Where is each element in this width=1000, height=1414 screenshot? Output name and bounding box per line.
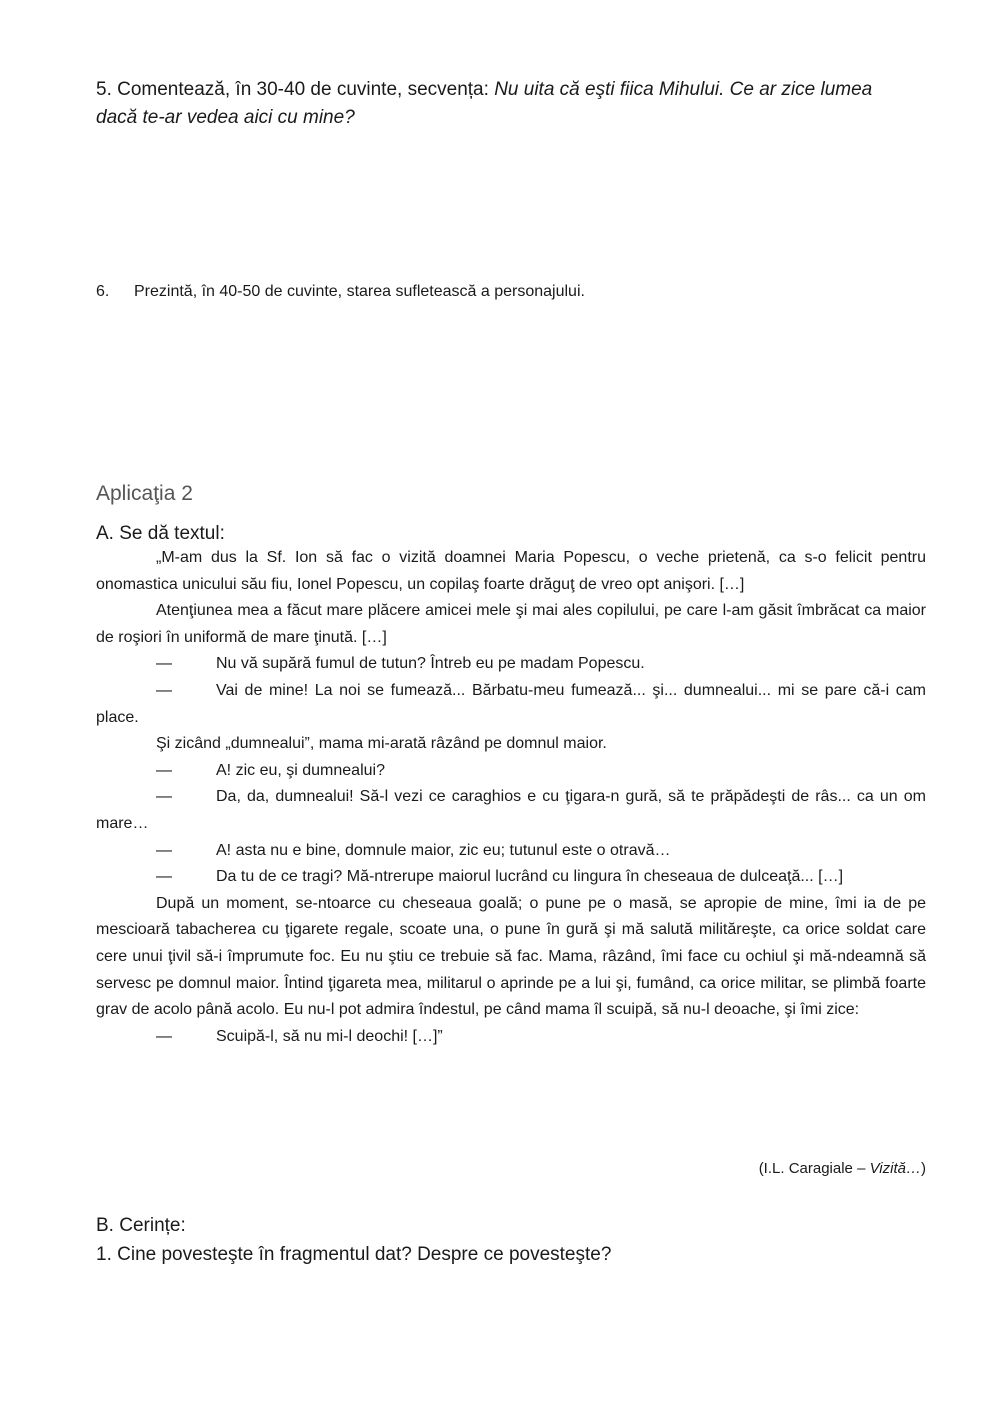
question-5 bbox=[96, 76, 916, 132]
source-citation bbox=[600, 1158, 926, 1180]
dialogue-text: A! zic eu, şi dumnealui? bbox=[216, 761, 385, 779]
dialogue-dash: — bbox=[156, 841, 172, 859]
dialogue-dash: — bbox=[156, 788, 172, 806]
dialogue-line bbox=[96, 758, 926, 785]
question-6 bbox=[96, 281, 916, 303]
passage-paragraph: După un moment, se-ntoarce cu cheseaua goală; o pune pe o masă, se apropie de mine, îmi ia de pe mescioară tabacherea cu ţigarete regale, scoate una, o pune în gură şi mă salută milităreşte, ca orice soldat care cere unui ţivil să-i împrumute foc. Eu nu ştiu ce trebuie să fac. Mama, râzând, îmi face cu ochiul şi mă-ndeamnă să servesc pe domnul maior. Întind ţigareta mea, militarul o aprinde pe a lui şi, fumând, ca orice militar, se plimbă foarte grav de acolo până acolo. Eu nu-l pot admira îndestul, pe când mama îl scuipă, să nu-l deoache, şi îmi zice: bbox=[96, 894, 926, 1019]
dialogue-dash: — bbox=[156, 681, 172, 699]
source-close: ) bbox=[921, 1160, 926, 1177]
dialogue-text: A! asta nu e bine, domnule maior, zic eu; tutunul este o otravă… bbox=[216, 841, 671, 859]
dialogue-text: Scuipă-l, să nu mi-l deochi! […]” bbox=[216, 1027, 443, 1045]
dialogue-text: Da, da, dumnealui! Să-l vezi ce caraghios e cu ţigara-n gură, să te prăpădeşti de râs... ca un om mare… bbox=[96, 788, 926, 832]
passage-paragraph: Şi zicând „dumnealui”, mama mi-arată râzând pe domnul maior. bbox=[156, 735, 607, 753]
dialogue-dash: — bbox=[156, 868, 172, 886]
application-title: Aplicaţia 2 bbox=[96, 482, 193, 505]
question-6-text: Prezintă, în 40-50 de cuvinte, starea sufletească a personajului. bbox=[134, 283, 585, 300]
dialogue-line bbox=[96, 838, 926, 865]
source-author: (I.L. Caragiale – bbox=[758, 1160, 870, 1177]
dialogue-dash: — bbox=[156, 655, 172, 673]
dialogue-text: Da tu de ce tragi? Mă-ntrerupe maiorul lucrând cu lingura în cheseaua de dulceaţă... […] bbox=[216, 868, 844, 886]
passage-paragraph: „M-am dus la Sf. Ion să fac o vizită doamnei Maria Popescu, o veche prietenă, ca s-o felicit pentru onomastica unicului său fiu, Ionel Popescu, un copilaş foarte drăguţ de vreo opt anişori. […] bbox=[96, 549, 926, 593]
question-5-prompt: 5. Comentează, în 30-40 de cuvinte, secvența: bbox=[96, 79, 495, 100]
dialogue-text: Vai de mine! La noi se fumează... Bărbatu-meu fumează... şi... dumnealui... mi se pare că-i cam place. bbox=[96, 681, 926, 726]
dialogue-dash: — bbox=[156, 1027, 172, 1045]
question-1: 1. Cine povesteşte în fragmentul dat? Despre ce povesteşte? bbox=[96, 1244, 612, 1265]
dialogue-line bbox=[96, 678, 926, 731]
question-5-quote: Nu uita că eşti fiica Mihului. Ce ar zice lumea dacă te-ar vedea aici cu mine? bbox=[96, 79, 873, 128]
dialogue-line bbox=[96, 1024, 926, 1051]
dialogue-text: Nu vă supără fumul de tutun? Întreb eu pe madam Popescu. bbox=[216, 655, 645, 673]
section-a-heading: A. Se dă textul: bbox=[96, 523, 225, 544]
passage-paragraph: Atenţiunea mea a făcut mare plăcere amicei mele şi mai ales copilului, pe care l-am găsit îmbrăcat ca maior de roşiori în uniformă de mare ţinută. […] bbox=[96, 602, 926, 646]
section-b-heading: B. Cerințe: bbox=[96, 1215, 186, 1236]
dialogue-line bbox=[96, 784, 926, 837]
source-title: Vizită… bbox=[869, 1160, 921, 1177]
question-6-number: 6. bbox=[96, 283, 110, 300]
dialogue-line bbox=[96, 651, 926, 678]
literary-passage bbox=[96, 545, 926, 1050]
dialogue-line bbox=[96, 864, 926, 891]
dialogue-dash: — bbox=[156, 761, 172, 779]
